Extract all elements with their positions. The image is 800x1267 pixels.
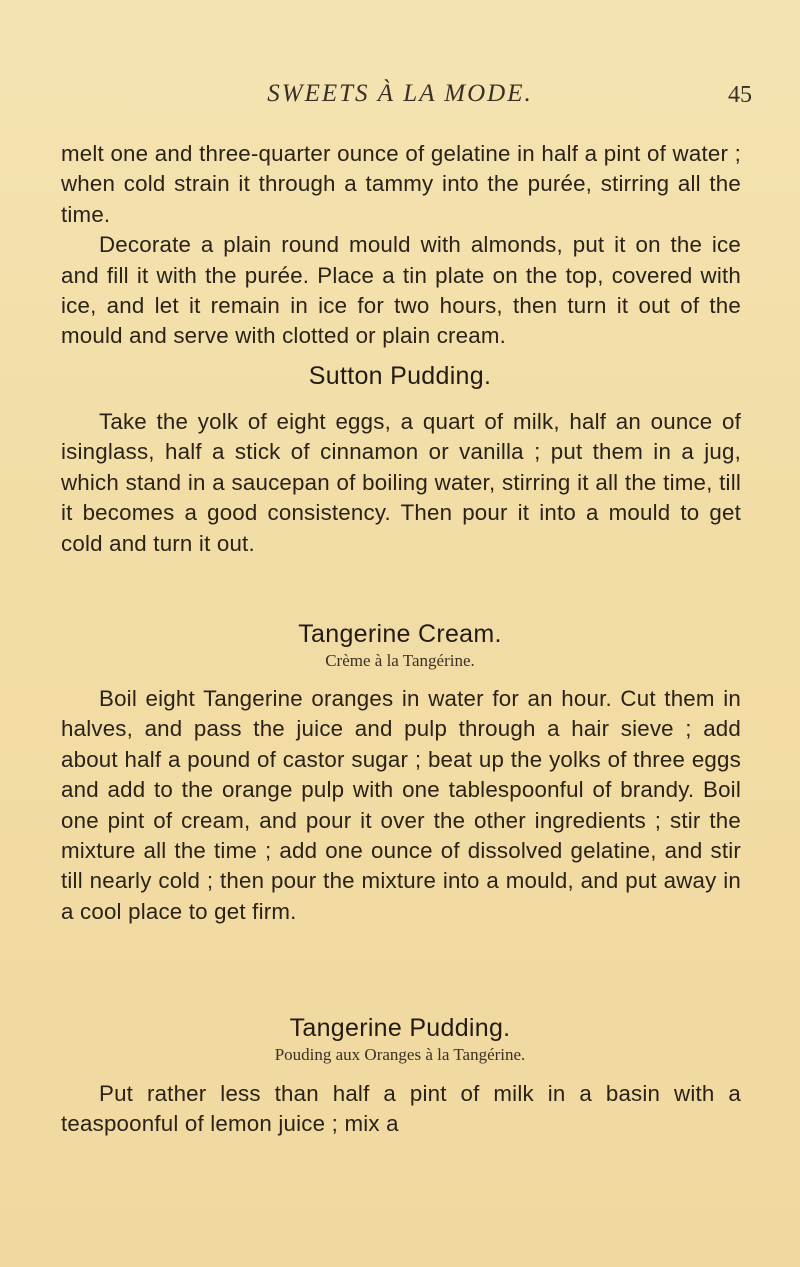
recipe-subtitle-tangerine-pudding: Pouding aux Oranges à la Tangérine. <box>274 1045 526 1064</box>
intro-paragraph-1: melt one and three-quarter ounce of gelatine in half a pint of water ; when cold strain it through a tammy into the purée, stirring all the time. <box>61 141 741 227</box>
page-number: 45 <box>728 82 752 108</box>
recipe-body-sutton-pudding <box>61 407 741 559</box>
running-title: SWEETS À LA MODE. <box>267 80 533 107</box>
recipe-title-tangerine-pudding: Tangerine Pudding. <box>289 1014 511 1042</box>
recipe-title-sutton-pudding: Sutton Pudding. <box>308 362 492 390</box>
running-head <box>0 80 800 120</box>
recipe-title-tangerine-cream: Tangerine Cream. <box>298 620 502 648</box>
recipe-subtitle-tangerine-cream: Crème à la Tangérine. <box>325 651 475 670</box>
intro-paragraph-2: Decorate a plain round mould with almonds, put it on the ice and fill it with the purée. Place a tin plate on the top, covered with ice, and let it remain in ice for two hours, then turn it out of the mould and serve with clotted or plain cream. <box>61 232 741 349</box>
recipe-body-tangerine-pudding <box>61 1079 741 1140</box>
sutton-pudding-text: Take the yolk of eight eggs, a quart of milk, half an ounce of isinglass, half a stick of cinnamon or vanilla ; put them in a jug, which stand in a saucepan of boiling water, stirring it all the time, till it becomes a good consistency. Then pour it into a mould to get cold and turn it out. <box>61 409 741 556</box>
tangerine-cream-text: Boil eight Tangerine oranges in water for an hour. Cut them in halves, and pass the juice and pulp through a hair sieve ; add about half a pound of castor sugar ; beat up the yolks of three eggs and add to the orange pulp with one tablespoonful of brandy. Boil one pint of cream, and pour it over the other ingredients ; stir the mixture all the time ; add one ounce of dissolved gelatine, and stir till nearly cold ; then pour the mixture into a mould, and put away in a cool place to get firm. <box>61 686 741 924</box>
recipe-body-tangerine-cream <box>61 684 741 927</box>
tangerine-pudding-text: Put rather less than half a pint of milk in a basin with a teaspoonful of lemon juice ; mix a <box>61 1081 741 1137</box>
intro-section <box>61 139 741 352</box>
